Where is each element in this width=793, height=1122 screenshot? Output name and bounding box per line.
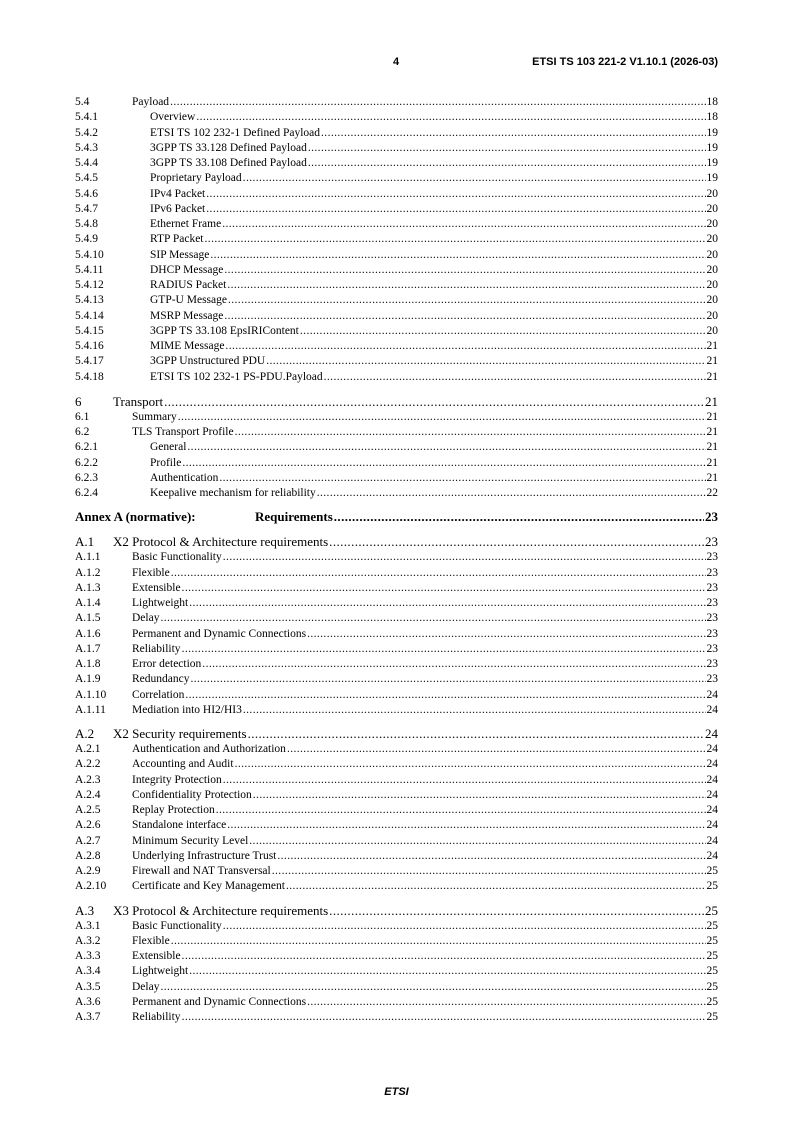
toc-entry[interactable] (75, 879, 718, 894)
toc-entry[interactable] (75, 773, 718, 788)
toc-entry-title: Profile (150, 456, 182, 469)
toc-entry-title: X3 Protocol & Architecture requirements (113, 902, 329, 918)
toc-entry-number: 6.2.4 (75, 487, 98, 499)
toc-entry[interactable] (75, 293, 718, 308)
dot-leader (160, 611, 705, 626)
toc-entry-title: Accounting and Audit (132, 758, 234, 771)
toc-entry-page: 23 (706, 597, 718, 609)
toc-group-a2 (75, 725, 718, 895)
toc-entry[interactable] (75, 393, 718, 410)
toc-entry-title: RADIUS Packet (150, 279, 227, 291)
toc-entry-title: SIP Message (150, 248, 210, 261)
toc-entry-page: 20 (706, 294, 718, 307)
toc-entry[interactable] (75, 471, 718, 486)
dot-leader (308, 156, 706, 171)
toc-entry[interactable] (75, 263, 718, 278)
dot-leader (182, 581, 706, 596)
toc-entry-number: A.2.8 (75, 849, 101, 862)
toc-entry-number: 5.4.5 (75, 172, 98, 185)
toc-entry-title: GTP-U Message (150, 294, 227, 307)
toc-entry[interactable] (75, 803, 718, 818)
toc-entry[interactable] (75, 425, 718, 440)
dot-leader (227, 818, 705, 833)
page-number: 4 (393, 56, 400, 68)
dot-leader (224, 309, 705, 324)
toc-entry-page: 24 (706, 849, 718, 862)
toc-entry-page: 24 (706, 758, 718, 771)
toc-entry[interactable] (75, 156, 718, 171)
toc-entry-title: Minimum Security Level (132, 834, 249, 847)
toc-entry-title: X2 Protocol & Architecture requirements (113, 534, 329, 550)
toc-entry-page: 20 (706, 218, 718, 230)
dot-leader (222, 217, 705, 232)
toc-entry-page: 20 (706, 202, 718, 215)
toc-entry-page: 23 (706, 581, 718, 594)
toc-entry-title: Transport (113, 393, 164, 409)
toc-entry[interactable] (75, 202, 718, 217)
dot-leader (266, 354, 705, 369)
toc-entry-number: A.1.7 (75, 642, 101, 655)
toc-entry-page: 25 (706, 865, 718, 877)
toc-entry-title: Delay (132, 612, 160, 625)
toc-entry-number: 5.4.14 (75, 309, 104, 322)
toc-entry[interactable] (75, 725, 718, 742)
toc-entry[interactable] (75, 440, 718, 455)
toc-entry[interactable] (75, 642, 718, 657)
toc-entry[interactable] (75, 486, 718, 501)
toc-entry-title: ETSI TS 102 232-1 Defined Payload (150, 126, 321, 139)
dot-leader (187, 440, 705, 455)
toc-entry-page: 24 (706, 773, 718, 786)
toc-entry-page: 19 (706, 141, 718, 154)
toc-entry-number: A.1.8 (75, 658, 101, 670)
dot-leader (287, 742, 706, 757)
toc-entry-title: Extensible (132, 581, 181, 594)
toc-entry-number: A.3.5 (75, 980, 101, 993)
toc-entry[interactable] (75, 126, 718, 141)
dot-leader (329, 533, 704, 550)
toc-entry-number: 5.4.13 (75, 294, 104, 307)
toc-entry-title: Mediation into HI2/HI3 (132, 703, 242, 716)
toc-entry-title: Certificate and Key Management (132, 880, 285, 893)
toc-entry[interactable] (75, 688, 718, 703)
toc-entry[interactable] (75, 995, 718, 1010)
toc-entry-number: 5.4.15 (75, 324, 104, 337)
toc-entry-number: Annex A (normative): (75, 509, 196, 525)
document-id: ETSI TS 103 221-2 V1.10.1 (2026-03) (532, 56, 718, 68)
toc-entry-number: 5.4.3 (75, 141, 98, 154)
toc-entry[interactable] (75, 703, 718, 718)
toc-entry-number: A.3.4 (75, 965, 101, 978)
dot-leader (219, 471, 705, 486)
toc-entry[interactable] (75, 533, 718, 550)
dot-leader (206, 202, 705, 217)
toc-entry-page: 21 (706, 471, 718, 484)
toc-entry-number: A.3.7 (75, 1011, 101, 1023)
table-of-contents (75, 95, 718, 1025)
toc-entry-number: A.3.6 (75, 995, 101, 1008)
toc-entry[interactable] (75, 370, 718, 385)
toc-entry-number: A.3 (75, 902, 95, 918)
toc-entry-number: A.3.3 (75, 950, 101, 962)
toc-entry-title: Flexible (132, 934, 170, 947)
toc-entry-page: 25 (705, 902, 718, 918)
toc-entry-number: 5.4.9 (75, 233, 98, 246)
toc-entry-page: 18 (706, 96, 718, 108)
toc-entry-number: A.2.10 (75, 880, 107, 893)
toc-entry[interactable] (75, 354, 718, 369)
toc-entry-number: 5.4.16 (75, 340, 104, 352)
toc-group-a1 (75, 533, 718, 718)
toc-entry-page: 21 (706, 441, 718, 454)
toc-entry-title: Authentication (150, 471, 219, 484)
toc-entry-title: Delay (132, 980, 160, 993)
toc-entry-page: 18 (706, 111, 718, 124)
toc-entry-number: 6 (75, 393, 82, 409)
toc-group-5-4 (75, 95, 718, 385)
dot-leader (308, 141, 706, 156)
toc-group-a3 (75, 902, 718, 1026)
dot-leader (160, 980, 705, 995)
dot-leader (202, 657, 705, 672)
toc-entry-number: 5.4.7 (75, 202, 98, 215)
toc-entry-title: General (150, 441, 187, 454)
toc-entry-page: 25 (706, 880, 718, 893)
dot-leader (205, 232, 706, 247)
toc-entry[interactable] (75, 110, 718, 125)
dot-leader (334, 508, 704, 526)
dot-leader (190, 672, 705, 687)
toc-entry-page: 25 (706, 965, 718, 978)
dot-leader (223, 773, 706, 788)
toc-entry[interactable] (75, 788, 718, 803)
dot-leader (307, 995, 705, 1010)
toc-entry[interactable] (75, 864, 718, 879)
toc-entry-number: A.1.3 (75, 581, 101, 594)
toc-entry-number: 6.2.2 (75, 456, 98, 469)
toc-entry-page: 19 (706, 172, 718, 185)
toc-entry-page: 20 (706, 279, 718, 291)
toc-entry-page: 20 (706, 324, 718, 337)
toc-entry-page: 21 (706, 456, 718, 469)
dot-leader (324, 370, 706, 385)
toc-entry-title: Flexible (132, 566, 170, 579)
toc-entry[interactable] (75, 566, 718, 581)
toc-entry-number: 5.4.10 (75, 248, 104, 261)
dot-leader (277, 849, 705, 864)
toc-entry-title: Reliability (132, 642, 181, 655)
toc-entry-page: 24 (706, 819, 718, 832)
toc-entry-number: A.1 (75, 534, 95, 550)
dot-leader (223, 550, 706, 565)
toc-entry-title: X2 Security requirements (113, 726, 247, 741)
toc-entry-title: Authentication and Authorization (132, 743, 286, 755)
dot-leader (210, 248, 705, 263)
toc-entry-title: Keepalive mechanism for reliability (150, 487, 316, 499)
toc-entry[interactable] (75, 657, 718, 672)
toc-entry-page: 23 (706, 612, 718, 625)
dot-leader (178, 410, 706, 425)
toc-entry[interactable] (75, 171, 718, 186)
toc-entry-number: A.3.1 (75, 919, 101, 932)
toc-entry-page: 20 (706, 187, 718, 200)
toc-entry-title: Correlation (132, 688, 185, 701)
dot-leader (249, 834, 705, 849)
toc-entry-title: 3GPP TS 33.108 Defined Payload (150, 157, 307, 169)
toc-entry-page: 23 (706, 566, 718, 579)
toc-entry-number: A.2.9 (75, 865, 101, 877)
toc-entry[interactable] (75, 278, 718, 293)
toc-entry-number: 5.4.11 (75, 263, 104, 276)
toc-entry[interactable] (75, 1010, 718, 1025)
toc-entry-title: Overview (150, 111, 196, 124)
toc-entry[interactable] (75, 818, 718, 833)
toc-entry[interactable] (75, 187, 718, 202)
dot-leader (253, 788, 706, 803)
toc-entry-title: Lightweight (132, 597, 189, 609)
toc-entry-page: 24 (706, 834, 718, 847)
toc-entry-number: A.1.9 (75, 673, 101, 686)
toc-entry-page: 19 (706, 126, 718, 139)
dot-leader (227, 278, 705, 293)
toc-entry-page: 25 (706, 950, 718, 962)
toc-entry[interactable] (75, 834, 718, 849)
toc-entry-page: 23 (705, 509, 718, 525)
toc-entry-number: A.1.1 (75, 551, 101, 564)
toc-entry-page: 25 (706, 980, 718, 993)
toc-entry-number: A.2.3 (75, 773, 101, 786)
toc-entry-number: A.1.2 (75, 566, 101, 579)
toc-entry-page: 23 (706, 658, 718, 670)
toc-entry-page: 22 (706, 487, 718, 499)
dot-leader (235, 757, 706, 772)
dot-leader (182, 1010, 706, 1025)
toc-entry-number: A.2.1 (75, 743, 101, 755)
toc-entry-page: 24 (706, 788, 718, 801)
toc-entry[interactable] (75, 95, 718, 110)
toc-entry-title: Basic Functionality (132, 919, 222, 932)
toc-entry-number: A.2.5 (75, 804, 101, 816)
dot-leader (272, 864, 706, 879)
toc-entry-title: 3GPP Unstructured PDU (150, 355, 266, 368)
toc-entry-page: 23 (705, 534, 718, 550)
toc-entry-page: 21 (706, 370, 718, 383)
toc-entry-number: A.1.6 (75, 627, 101, 640)
toc-entry-page: 23 (706, 627, 718, 640)
toc-entry-page: 23 (706, 642, 718, 655)
toc-entry-title: Permanent and Dynamic Connections (132, 995, 307, 1008)
toc-entry-title: Underlying Infrastructure Trust (132, 849, 277, 862)
toc-entry-title: RTP Packet (150, 233, 204, 246)
toc-entry-title: Error detection (132, 658, 202, 670)
toc-entry-number: 5.4.4 (75, 157, 98, 169)
toc-entry-number: 5.4.6 (75, 187, 98, 200)
dot-leader (189, 596, 705, 611)
toc-entry[interactable] (75, 919, 718, 934)
toc-entry[interactable] (75, 980, 718, 995)
toc-entry-number: A.2.4 (75, 788, 101, 801)
toc-entry[interactable] (75, 309, 718, 324)
toc-entry[interactable] (75, 949, 718, 964)
dot-leader (224, 263, 705, 278)
toc-entry[interactable] (75, 581, 718, 596)
toc-entry-title: Ethernet Frame (150, 218, 222, 230)
toc-entry-page: 21 (705, 393, 718, 409)
toc-entry-title: Reliability (132, 1011, 181, 1023)
toc-entry-page: 21 (706, 355, 718, 368)
dot-leader (329, 902, 704, 919)
toc-entry[interactable] (75, 934, 718, 949)
toc-entry-number: 6.1 (75, 410, 90, 423)
toc-entry-number: A.2 (75, 726, 95, 741)
toc-entry-annex-a[interactable] (75, 508, 718, 526)
toc-entry[interactable] (75, 627, 718, 642)
dot-leader (171, 566, 706, 581)
toc-entry-page: 24 (706, 688, 718, 701)
toc-entry-number: 5.4.17 (75, 355, 104, 368)
dot-leader (300, 324, 706, 339)
toc-entry-number: A.1.10 (75, 688, 107, 701)
toc-group-6 (75, 393, 718, 502)
dot-leader (182, 949, 706, 964)
toc-entry-page: 23 (706, 551, 718, 564)
toc-entry-title: Summary (132, 410, 177, 423)
toc-entry-page: 23 (706, 673, 718, 686)
toc-entry[interactable] (75, 456, 718, 471)
toc-entry-number: 5.4.18 (75, 370, 104, 383)
toc-entry-number: 5.4.2 (75, 126, 98, 139)
toc-entry[interactable] (75, 324, 718, 339)
toc-entry-title: Requirements (255, 509, 333, 525)
toc-entry-title: ETSI TS 102 232-1 PS-PDU.Payload (150, 370, 323, 383)
dot-leader (248, 725, 704, 742)
toc-entry-page: 25 (706, 1011, 718, 1023)
toc-entry-number: A.2.2 (75, 758, 101, 771)
toc-entry[interactable] (75, 141, 718, 156)
toc-entry-number: 6.2 (75, 426, 90, 438)
toc-entry-page: 19 (706, 157, 718, 169)
toc-entry[interactable] (75, 232, 718, 247)
toc-entry-page: 25 (706, 995, 718, 1008)
dot-leader (225, 339, 705, 354)
dot-leader (235, 425, 706, 440)
toc-entry-title: DHCP Message (150, 263, 224, 276)
toc-entry[interactable] (75, 672, 718, 687)
toc-entry-title: Proprietary Payload (150, 172, 242, 185)
toc-entry-title: IPv6 Packet (150, 202, 206, 215)
toc-entry-page: 25 (706, 919, 718, 932)
toc-entry-page: 25 (706, 934, 718, 947)
dot-leader (182, 642, 706, 657)
toc-entry-page: 20 (706, 233, 718, 246)
dot-leader (196, 110, 705, 125)
toc-entry-title: Lightweight (132, 965, 189, 978)
toc-entry-title: TLS Transport Profile (132, 426, 234, 438)
toc-entry-page: 24 (706, 743, 718, 755)
toc-entry-title: MSRP Message (150, 309, 224, 322)
toc-entry-number: 6.2.1 (75, 441, 98, 454)
toc-entry[interactable] (75, 611, 718, 626)
toc-entry[interactable] (75, 550, 718, 565)
toc-entry-title: 3GPP TS 33.128 Defined Payload (150, 141, 307, 154)
toc-entry-title: 3GPP TS 33.108 EpsIRIContent (150, 324, 299, 337)
footer-etsi: ETSI (384, 1086, 409, 1098)
toc-entry[interactable] (75, 339, 718, 354)
toc-entry[interactable] (75, 410, 718, 425)
toc-entry[interactable] (75, 849, 718, 864)
toc-entry-number: 5.4.8 (75, 218, 98, 230)
toc-entry-page: 21 (706, 426, 718, 438)
toc-entry-title: Payload (132, 96, 170, 108)
toc-entry-number: A.2.7 (75, 834, 101, 847)
dot-leader (182, 456, 705, 471)
toc-entry-page: 21 (706, 340, 718, 352)
toc-entry-page: 21 (706, 410, 718, 423)
dot-leader (185, 688, 705, 703)
toc-entry-page: 24 (706, 804, 718, 816)
dot-leader (307, 627, 705, 642)
toc-entry-page: 24 (706, 703, 718, 716)
dot-leader (223, 919, 706, 934)
toc-entry-number: 5.4 (75, 96, 90, 108)
toc-entry[interactable] (75, 742, 718, 757)
toc-entry-title: Basic Functionality (132, 551, 222, 564)
dot-leader (170, 95, 705, 110)
toc-entry-number: A.3.2 (75, 934, 101, 947)
dot-leader (216, 803, 706, 818)
toc-entry-title: Standalone interface (132, 819, 227, 832)
toc-entry-number: 5.4.1 (75, 111, 98, 124)
dot-leader (164, 393, 704, 410)
toc-entry[interactable] (75, 757, 718, 772)
toc-entry[interactable] (75, 217, 718, 232)
toc-entry-number: A.1.11 (75, 703, 106, 716)
toc-entry[interactable] (75, 248, 718, 263)
toc-entry-title: Firewall and NAT Transversal (132, 865, 271, 877)
toc-entry-page: 24 (705, 726, 718, 741)
toc-entry-title: Extensible (132, 950, 181, 962)
toc-entry-number: A.1.5 (75, 612, 101, 625)
toc-entry-number: 6.2.3 (75, 471, 98, 484)
dot-leader (189, 964, 705, 979)
dot-leader (228, 293, 706, 308)
toc-entry[interactable] (75, 964, 718, 979)
toc-entry-title: Redundancy (132, 673, 190, 686)
toc-entry-page: 20 (706, 309, 718, 322)
dot-leader (286, 879, 706, 894)
toc-entry[interactable] (75, 902, 718, 919)
dot-leader (206, 187, 705, 202)
dot-leader (321, 126, 705, 141)
toc-entry-number: A.2.6 (75, 819, 101, 832)
toc-entry-number: 5.4.12 (75, 279, 104, 291)
toc-entry-title: Replay Protection (132, 804, 215, 816)
toc-entry-title: Integrity Protection (132, 773, 222, 786)
toc-entry[interactable] (75, 596, 718, 611)
toc-entry-number: A.1.4 (75, 597, 101, 609)
toc-entry-title: IPv4 Packet (150, 187, 206, 200)
toc-entry-title: MIME Message (150, 340, 225, 352)
dot-leader (317, 486, 706, 501)
dot-leader (243, 703, 706, 718)
toc-entry-page: 20 (706, 248, 718, 261)
toc-entry-page: 20 (706, 263, 718, 276)
dot-leader (243, 171, 706, 186)
toc-entry-title: Confidentiality Protection (132, 788, 252, 801)
dot-leader (171, 934, 706, 949)
toc-entry-title: Permanent and Dynamic Connections (132, 627, 307, 640)
